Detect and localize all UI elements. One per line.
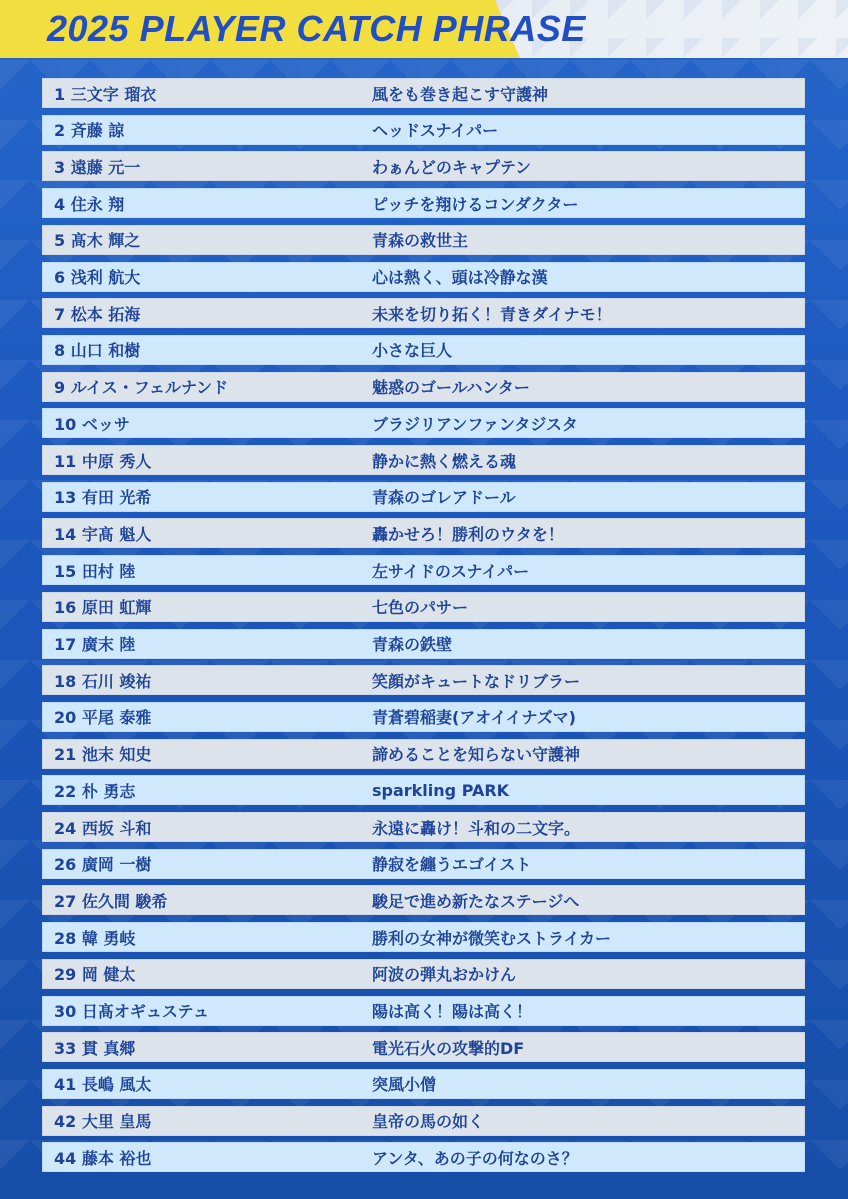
catch-phrase: ヘッドスナイパー bbox=[372, 121, 499, 141]
player-name: 30 日髙オギュステュ bbox=[54, 1002, 210, 1021]
catch-phrase: ブラジリアンファンタジスタ bbox=[372, 414, 578, 434]
player-name: 16 原田 虹輝 bbox=[54, 598, 152, 618]
table-row bbox=[42, 115, 805, 145]
player-name: 14 宇髙 魁人 bbox=[54, 524, 152, 544]
catch-phrase: 静寂を纏うエゴイスト bbox=[372, 855, 532, 875]
player-name: 1 三文字 瑠衣 bbox=[54, 84, 157, 104]
catch-phrase: 青森の救世主 bbox=[372, 231, 469, 251]
catch-phrase: 駿足で進め新たなステージへ bbox=[372, 891, 580, 911]
player-name: 2 斉藤 諒 bbox=[54, 121, 125, 141]
catch-phrase: ピッチを翔けるコンダクター bbox=[372, 194, 579, 214]
player-name: 3 遠藤 元一 bbox=[54, 157, 141, 177]
player-name: 15 田村 陸 bbox=[54, 561, 136, 581]
player-name: 22 朴 勇志 bbox=[54, 781, 136, 801]
player-name: 44 藤本 裕也 bbox=[54, 1148, 152, 1168]
player-name: 29 岡 健太 bbox=[54, 965, 136, 985]
catch-phrase: 風をも巻き起こす守護神 bbox=[372, 84, 549, 104]
table-row bbox=[42, 959, 805, 989]
table-row bbox=[42, 1069, 805, 1099]
player-name: 26 廣岡 一樹 bbox=[54, 855, 152, 875]
table-row bbox=[42, 702, 805, 732]
table-row bbox=[42, 922, 805, 952]
player-name: 7 松本 拓海 bbox=[54, 304, 141, 324]
catch-phrase: 勝利の女神が微笑むストライカー bbox=[372, 928, 612, 948]
table-row bbox=[42, 298, 805, 328]
page-title: 2025 PLAYER CATCH PHRASE bbox=[47, 8, 586, 49]
table-row bbox=[42, 849, 805, 879]
player-name: 42 大里 皇馬 bbox=[54, 1112, 152, 1132]
table-row bbox=[42, 225, 805, 255]
player-name: 10 ベッサ bbox=[54, 414, 130, 434]
table-row bbox=[42, 1142, 805, 1172]
table-row bbox=[42, 1106, 805, 1136]
catch-phrase: わぁんどのキャプテン bbox=[372, 157, 532, 177]
table-row bbox=[42, 592, 805, 622]
table-row bbox=[42, 188, 805, 218]
player-name: 4 住永 翔 bbox=[54, 194, 125, 214]
table-row bbox=[42, 372, 805, 402]
catch-phrase: 静かに熱く燃える魂 bbox=[372, 451, 517, 471]
table-row bbox=[42, 775, 805, 805]
catch-phrase: 青蒼碧稲妻(アオイイナズマ) bbox=[372, 708, 576, 728]
player-name: 41 長嶋 風太 bbox=[54, 1075, 152, 1095]
table-row bbox=[42, 482, 805, 512]
table-row bbox=[42, 629, 805, 659]
table-row bbox=[42, 151, 805, 181]
player-name: 18 石川 竣祐 bbox=[54, 671, 152, 691]
table-row bbox=[42, 518, 805, 548]
catch-phrase: 諦めることを知らない守護神 bbox=[372, 745, 581, 765]
catch-phrase: 皇帝の馬の如く bbox=[372, 1112, 485, 1132]
table-row bbox=[42, 262, 805, 292]
player-name: 11 中原 秀人 bbox=[54, 451, 152, 471]
catch-phrase: アンタ、あの子の何なのさ？ bbox=[372, 1148, 578, 1168]
catch-phrase: sparkling PARK bbox=[372, 780, 510, 800]
catch-phrase: 魅惑のゴールハンター bbox=[372, 378, 530, 398]
player-name: 28 韓 勇岐 bbox=[54, 928, 136, 948]
player-name: 9 ルイス・フェルナンド bbox=[54, 378, 229, 398]
table-row bbox=[42, 408, 805, 438]
table-row bbox=[42, 335, 805, 365]
player-name: 27 佐久間 駿希 bbox=[54, 891, 168, 911]
table-row bbox=[42, 1032, 805, 1062]
table-row bbox=[42, 78, 805, 108]
table-row bbox=[42, 739, 805, 769]
catch-phrase: 永遠に轟け！斗和の二文字。 bbox=[372, 818, 581, 838]
table-row bbox=[42, 445, 805, 475]
player-name: 6 浅利 航大 bbox=[54, 268, 141, 287]
catch-phrase: 笑顔がキュートなドリブラー bbox=[372, 671, 581, 691]
table-row bbox=[42, 665, 805, 695]
catch-phrase: 陽は高く！陽は高く！ bbox=[372, 1002, 533, 1021]
catch-phrase: 青森の鉄壁 bbox=[372, 635, 453, 654]
catch-phrase: 電光石火の攻撃的DF bbox=[372, 1038, 525, 1058]
catch-phrase: 突風小僧 bbox=[372, 1075, 437, 1095]
player-name: 21 池末 知史 bbox=[54, 745, 152, 765]
table-row bbox=[42, 555, 805, 585]
player-name: 33 貫 真郷 bbox=[54, 1038, 136, 1058]
player-name: 5 髙木 輝之 bbox=[54, 231, 141, 251]
table-row bbox=[42, 996, 805, 1026]
player-name: 13 有田 光希 bbox=[54, 488, 152, 508]
table-row bbox=[42, 812, 805, 842]
catch-phrase: 轟かせろ！勝利のウタを！ bbox=[372, 524, 564, 544]
header-band bbox=[0, 0, 848, 58]
catch-phrase: 阿波の弾丸おかけん bbox=[372, 965, 517, 985]
player-name: 24 西坂 斗和 bbox=[54, 818, 152, 838]
catch-phrase: 心は熱く、頭は冷静な漢 bbox=[372, 268, 548, 287]
catch-phrase: 青森のゴレアドール bbox=[372, 488, 516, 508]
player-name: 17 廣末 陸 bbox=[54, 635, 136, 654]
catch-phrase-table bbox=[42, 78, 805, 1176]
catch-phrase: 七色のパサー bbox=[372, 598, 469, 618]
catch-phrase: 左サイドのスナイパー bbox=[372, 561, 530, 581]
player-name: 20 平尾 泰雅 bbox=[54, 708, 152, 728]
table-row bbox=[42, 885, 805, 915]
player-name: 8 山口 和樹 bbox=[54, 341, 141, 361]
catch-phrase: 小さな巨人 bbox=[372, 341, 453, 361]
catch-phrase: 未来を切り拓く！青きダイナモ！ bbox=[372, 304, 612, 324]
